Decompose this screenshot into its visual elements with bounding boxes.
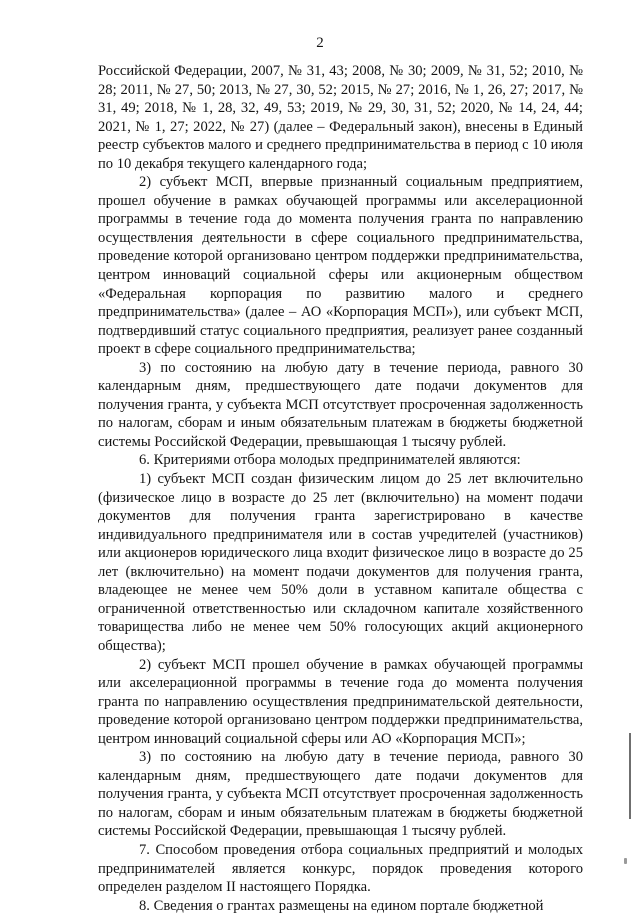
- paragraph-social-criterion-3: 3) по состоянию на любую дату в течение периода, равного 30 календарным дням, предшествующего дате подачи документов для получения гранта, у субъекта МСП отсутствует просроченная задолженность по налогам, сборам и иным обязательным платежам в бюджеты бюджетной системы Российской Федерации, превышающая 1 тысячу рублей.: [98, 359, 583, 450]
- page-number: 2: [316, 35, 324, 51]
- paragraph-federal-law-continuation: Российской Федерации, 2007, № 31, 43; 2008, № 30; 2009, № 31, 52; 2010, № 28; 2011, № 27, 50; 2013, № 27, 30, 52; 2015, № 27; 2016, № 1, 26, 27; 2017, № 31, 49; 2018, № 1, 28, 32, 49, 53; 2019, № 29, 30, 31, 52; 2020, № 14, 24, 44; 2021, № 1, 27; 2022, № 27) (далее – Федеральный закон), внесены в Единый реестр субъектов малого и среднего предпринимательства в период с 10 июля по 10 декабря текущего календарного года;: [98, 63, 583, 172]
- paragraph-youth-criterion-1: 1) субъект МСП создан физическим лицом до 25 лет включительно (физическое лицо в возрасте до 25 лет (включительно) на момент подачи документов для получения гранта зарегистрировано в качестве индивидуального предпринимателя или в состав учредителей (участников) или акционеров юридического лица входит физическое лицо в возрасте до 25 лет (включительно) на момент подачи документов для получения гранта, владеющее не менее чем 50% доли в уставном капитале общества с ограниченной ответственностью или складочном капитале хозяйственного товарищества либо не менее чем 50% голосующих акций акционерного общества);: [98, 471, 583, 654]
- document-body: [98, 62, 583, 915]
- scan-speck: [624, 858, 627, 864]
- paragraph-social-criterion-2: 2) субъект МСП, впервые признанный социальным предприятием, прошел обучение в рамках обучающей программы или акселерационной программы в течение года до момента получения гранта по направлению осуществления деятельности в сфере социального предпринимательства, проведение которой организовано центром поддержки предпринимательства, центром инноваций социальной сферы или акционерным обществом «Федеральная корпорация по развитию малого и среднего предпринимательства» (далее – АО «Корпорация МСП»), или субъект МСП, подтвердивший статус социального предприятия, реализует ранее созданный проект в сфере социального предпринимательства;: [98, 174, 583, 358]
- paragraph-section-6-heading: 6. Критериями отбора молодых предпринимателей являются:: [139, 452, 521, 469]
- paragraph-section-8: 8. Сведения о грантах размещены на едином портале бюджетной: [139, 897, 544, 914]
- paragraph-youth-criterion-3: 3) по состоянию на любую дату в течение периода, равного 30 календарным дням, предшествующего дате подачи документов для получения гранта, у субъекта МСП отсутствует просроченная задолженность по налогам, сборам и иным обязательным платежам в бюджеты бюджетной системы Российской Федерации, превышающая 1 тысячу рублей.: [98, 749, 583, 840]
- paragraph-youth-criterion-2: 2) субъект МСП прошел обучение в рамках обучающей программы или акселерационной программы в течение года до момента получения гранта по направлению осуществления предпринимательской деятельности, проведение которой организовано центром поддержки предпринимательства, центром инноваций социальной сферы или АО «Корпорация МСП»;: [98, 656, 583, 747]
- scan-edge-mark: [629, 733, 631, 819]
- paragraph-section-7: 7. Способом проведения отбора социальных предприятий и молодых предпринимателей является конкурс, порядок проведения которого определен разделом II настоящего Порядка.: [98, 841, 583, 896]
